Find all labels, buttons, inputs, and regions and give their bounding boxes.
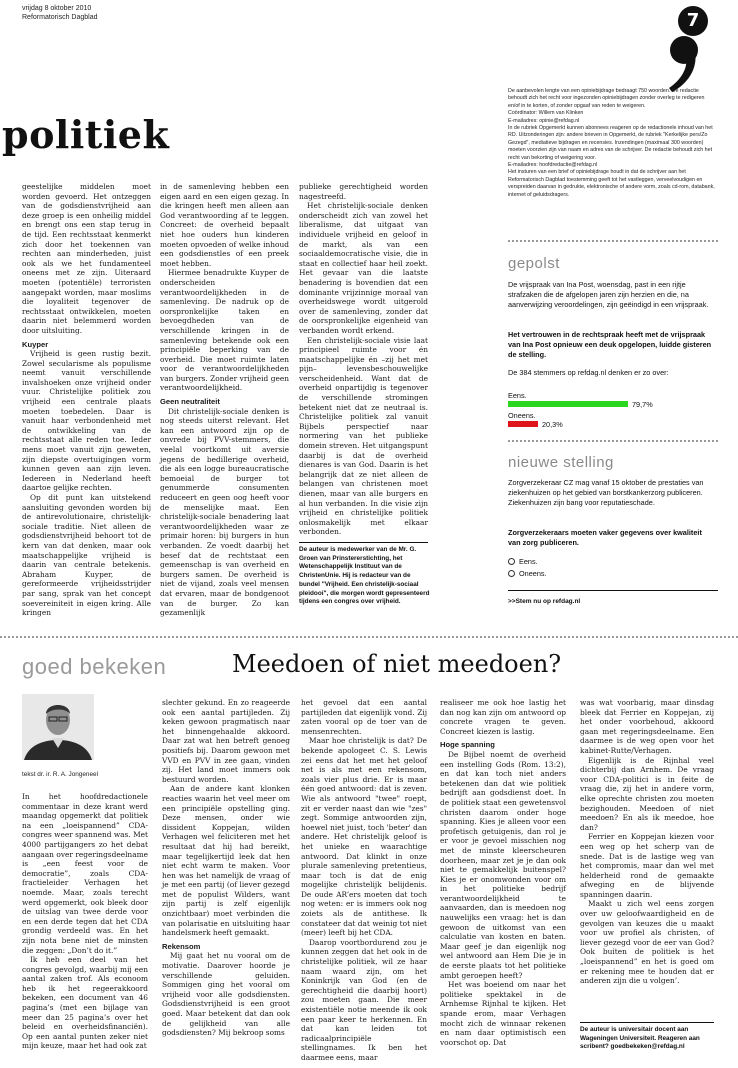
- poll-result-label: Eens.: [508, 391, 527, 400]
- bio-divider: [299, 542, 428, 543]
- radio-circle-icon[interactable]: [508, 570, 515, 577]
- author-portrait-icon: [22, 694, 94, 760]
- paragraph: Hiermee benadrukte Kuyper de onderscheiden verantwoordelijkheden in de samenleving. De nadruk op de oorspronkelijke taken en bevoegdheden van de verschillende kringen in de samenleving betekende ook een principiële beperking van de overheid. Die moet ruimte laten voor de verantwoordelijkheden van burgers. Zonder vrijheid geen verantwoordelijkheid.: [160, 268, 289, 393]
- paragraph: Een christelijk-sociale visie laat principieel ruimte voor én maatschappelijke én –zij het met pijn– levensbeschouwelijke verscheidenheid. Want dat de overheid onpartijdig is tegenover de verschillende stromingen betekent niet dat ze neutraal is. Christelijke politiek zal vanuit Bijbels perspectief naar normering van het publieke domein streven. Het uitgangspunt daarbij is dat de overheid dienares is van God. Daarin is het belangrijk dat ze niet alleen de belangen van christenen moet dienen, maar van alle burgers en al hun verbanden. In die visie zijn vrijheid en christelijke politiek onlosmakelijk met elkaar verbonden.: [299, 335, 428, 537]
- goed-bekeken-label: goed bekeken: [22, 654, 167, 679]
- paragraph: Maakt u zich wel eens zorgen over uw geloofwaardigheid en de gevolgen van keuzes die u maakt voor uw profiel als christen, of liever gezegd voor de eer van God? Ook buiten de politiek is het „loeispannend” en het is goed om er rekening mee te houden dat er anderen zijn die u volgen’.: [580, 899, 714, 986]
- article-column-1: [22, 182, 151, 618]
- poll-option-agree[interactable]: Eens.: [508, 557, 538, 566]
- poll-result-value: 79,7%: [632, 400, 653, 409]
- paragraph: slechter gekund. En zo reageerde ook een aantal partijleden. Zij keken gewoon pragmatisch naar het binnengehaalde akkoord. Daar zat wat hen betreft genoeg positiefs bij. Daarom gewoon met VVD en PVV in zee gaan, vinden zij. Het land moet immers ook bestuurd worden.: [162, 698, 290, 784]
- paragraph: Eigenlijk is de Rijnhal veel dichterbij dan Arnhem. De vraag voor CDA-politici is in feite de vraag die, zij het in andere vorm, elke oprechte christen zou moeten bezighouden. Meedoen of niet meedoen? En als ik meedoe, hoe dan?: [580, 755, 714, 832]
- comma-icon: [664, 34, 702, 94]
- author-bio: De auteur is medewerker van de Mr. G. Groen van Prinstererstichting, het Wetenschappelijk Instituut van de ChristenUnie. Hij is redacteur van de bundel "Vrijheid. Een christelijk-sociaal pleidooi", die morgen wordt gepresenteerd tijdens een congres over vrijheid.: [299, 546, 430, 606]
- subheading: Hoge spanning: [440, 740, 495, 750]
- new-poll-statement: Zorgverzekeraars moeten vaker gegevens over kwaliteit van zorg publiceren.: [508, 528, 702, 547]
- divider: [508, 590, 718, 591]
- page-number: 7: [678, 6, 708, 36]
- article-column-2: [162, 698, 290, 1062]
- divider: [508, 440, 718, 442]
- divider: [508, 240, 718, 242]
- paragraph: het gevoel dat een aantal partijleden dat eigenlijk vond. Zij zaten vooral op de toer van de mensenrechten.: [301, 698, 427, 736]
- subheading: Geen neutraliteit: [160, 397, 220, 407]
- paragraph: Aan de andere kant klonken reacties waarin het veel meer om een principiële opstelling ging. Deze mensen, onder wie dissident Koppejan, wilden Verhagen wel feliciteren met het resultaat dat hij had bereikt, maar tegelijkertijd leek dat hen niet echt warm te maken. Voor hen was het namelijk de vraag of je met een partij (of liever gezegd met de populist Wilders, want zijn partij is zelf eigenlijk onzichtbaar) moet verbinden die van polarisatie en uitsluiting haar handelsmerk heeft gemaakt.: [162, 784, 290, 938]
- submission-rules: De aanbevolen lengte van een opiniebijdrage bedraagt 750 woorden. De redactie behoudt zich het recht voor ingezonden opiniebijdragen zonder overleg te redigeren en/of in te korten, of zonder opgaaf van reden te weigeren. Coördinator: Willem van Klinken E-mailadres: opinie@refdag.nl In de rubriek Opgemerkt kunnen abonnees reageren op de redactionele inhoud van het RD. Uitzonderingen zijn: andere brieven in Opgemerkt, de rubriek "Kerkelijke pers/Zo Gezegd", mediatieve bijdragen en recensies. Inzendingen (maximaal 300 woorden) moeten voorzien zijn van naam en adres van de schrijver. De redactie behoudt zich het recht van bekorting of weigering voor. E-mailadres: hoofdredactie@refdag.nl Het insturen van een brief of opiniebijdrage houdt in dat de schrijver aan het Reformatorisch Dagblad toestemming geeft tot het vastleggen, verveelvoudigen en verspreiden daarvan in gedrukte, elektronische of andere vorm, zoals cd-rom, databank, internet of geluidsdragers.: [508, 88, 715, 198]
- section-title: politiek: [2, 112, 170, 157]
- author-caption: tekst dr. ir. R. A. Jongeneel: [22, 771, 99, 778]
- poll-option-disagree[interactable]: Oneens.: [508, 569, 547, 578]
- article-column-4: [440, 698, 566, 1062]
- paragraph: Mij gaat het nu vooral om de motivatie. Daarover hoorde je verschillende geluiden. Sommigen ging het vooral om vrijheid voor alle godsdiensten. Godsdienstvrijheid is een groot goed. Maar betekent dat dan ook de gelijkheid van alle godsdiensten? Mij bekroop soms: [162, 951, 290, 1038]
- poll-result-label: Oneens.: [508, 411, 536, 420]
- bio-divider: [580, 1022, 714, 1023]
- paragraph: Ik heb een deel van het congres gevolgd, waarbij mij een aantal zaken trof. Als econoom heb ik het regeerakkoord bekeken, een document van 46 pagina’s (met een bijlage van meer dan 25 pagina’s over het beleid en overheidsfinanciën). Op een aantal punten zeker niet mijn keuze, maar het had ook zat: [22, 955, 148, 1051]
- paragraph: Het was boeiend om naar het politieke spektakel in de Arnhemse Rijnhal te kijken. Het spande erom, maar Verhagen mocht zich de winnaar rekenen en nam daar optimistisch een voorschot op. Dat: [440, 980, 566, 1047]
- paragraph: Het christelijk-sociale denken onderscheidt zich van zowel het liberalisme, dat uitgaat van individuele vrijheid en geloof in de markt, als van een sociaaldemocratische visie, die in staat en collectief haar heil zoekt. Het gevaar van die laatste benadering is bovendien dat een dominante vrijzinnige moraal van overheidswege wordt uitgerold over de samenleving, zonder dat de oorspronkelijke eigenheid van verbanden wordt erkend.: [299, 201, 428, 335]
- paragraph: Dit christelijk-sociale denken is nog steeds uiterst relevant. Het kan een antwoord zijn op de onvrede bij PVV-stemmers, die veelal voortkomt uit aversie jegens de bedillerige overheid, die als een logge bureaucratische bemoeial de burger tot genummerde consumenten reduceert en geen oog heeft voor de menselijke maat. Een christelijk-sociale benadering laat verantwoordelijkheden waar ze primair horen: bij burgers in hun verbanden. Ze voedt daarbij het besef dat de rechtstaat een gemeenschap is van overheid en burgers samen. De overheid is niet de vijand, zoals veel mensen dat ervaren, maar de bondgenoot van de burger. Zo kan gezamenlijk: [160, 406, 289, 618]
- new-poll-intro: Zorgverzekeraar CZ mag vanaf 15 oktober de prestaties van ziekenhuizen op het gebied van borstkankerzorg publiceren. Ziekenhuizen zijn bang voor reputatieschade.: [508, 478, 704, 507]
- radio-circle-icon[interactable]: [508, 558, 515, 565]
- poll-heading: gepolst: [508, 255, 560, 272]
- article-title: Meedoen of niet meedoen?: [232, 650, 562, 678]
- paragraph: Daarop voortbordurend zou je kunnen zeggen dat het ook in de christelijke politiek, wil ze haar naam waard zijn, om het Koninkrijk van God (en de gerechtigheid die daarbij hoort) zou moeten gaan. Die meer existentiële notie meende ik ook een paar keer te herkennen. En dat kan leiden tot radicaalprincipiële stellingnames. Ik ben het daarmee eens, maar: [301, 937, 427, 1062]
- article-column-3: [301, 698, 427, 1062]
- paragraph: Vrijheid is geen rustig bezit. Zowel secularisme als populisme neemt vanuit verschillende invalshoeken onze vrijheid onder vuur. Christelijke politiek zou vrijheid een centrale plaats moeten toebedelen. Daar is vanuit haar verbondenheid met de ontwikkeling van de rechtsstaat alle reden toe. Ieder mens moet vanuit zijn geweten, zijn diepste overtuigingen vorm kunnen geven aan zijn leven. Iedereen in Nederland heeft daartoe gelijke rechten.: [22, 349, 151, 493]
- paragraph: in de samenleving hebben een eigen aard en een eigen gezag. In die kringen heeft men alleen aan God verantwoording af te leggen. Concreet: de overheid bepaalt niet hoe ouders hun kinderen moeten opvoeden of welke inhoud een godsdienstles of een preek moet hebben.: [160, 182, 289, 268]
- poll-summary: De 384 stemmers op refdag.nl denken er zo over:: [508, 368, 669, 377]
- poll-result-bar: [508, 401, 628, 407]
- paragraph: Maar hoe christelijk is dat? De bekende apologeet C. S. Lewis zei eens dat het met het geloof net is als met een rekensom, zoals vier plus drie. Er is maar één goed antwoord: dat is zeven. Wie als antwoord "twee" roept, zit er verder naast dan wie "zes" zegt. Sommige antwoorden zijn, hoewel niet juist, toch 'beter' dan andere. Het christelijk geloof is het unieke en waarachtige antwoord. Dat klinkt in onze plurale samenleving pretentieus, maar toch is dat de enig mogelijke christelijk belijdenis. De oude AR’ers moeten dat toch nog weten: er is immers ook nog zoiets als de antithese. Ik constateer dat dat weinig tot niet (meer) leeft bij het CDA.: [301, 736, 427, 938]
- paragraph: realiseer me ook hoe lastig het dan nog kan zijn om antwoord op concrete vragen te geven. Concreet kiezen is lastig.: [440, 698, 566, 736]
- poll-intro: De vrijspraak van Ina Post, woensdag, past in een rijtje strafzaken die de afgelopen jaren zijn herzien en die, na aanverwijzing veroordelingen, zijn geëindigd in een vrijspraak.: [508, 280, 709, 309]
- masthead: [22, 4, 97, 22]
- paragraph: De Bijbel noemt de overheid een instelling Gods (Rom. 13:2), en dat kan toch niet anders betekenen dan dat wie politiek bedrijft aan godsdienst doet. In de politiek staat een gewetensvol christen daarom onder hoge spanning. Kies je alleen voor een profetisch getuigenis, dan rol je er voor je gevoel misschien nog met de minste kleerscheuren doorheen, maar zet je je dan ook niet te gemakkelijk buitenspel? Kies je er onomwonden voor om in het politieke bedrijf verantwoordelijkheid te aanvaarden, dan is meedoen nog nauwelijks een vraag: het is dan gewoon de uitkomst van een calculatie van kosten en baten. Maar geef je dan eigenlijk nog wel antwoord aan Hem Die je in de eerste plaats tot het politieke ambt geroepen heeft?: [440, 749, 566, 980]
- author-bio: De auteur is universitair docent aan Wageningen Universiteit. Reageren aan scribent? goedbekeken@refdag.nl: [580, 1026, 700, 1051]
- poll-question: Het vertrouwen in de rechtspraak heeft met de vrijspraak van Ina Post opnieuw een deuk opgelopen, luidde gisteren de stelling.: [508, 330, 712, 359]
- paragraph: was wat voorbarig, maar dinsdag bleek dat Ferrier en Koppejan, zij het onder voorbehoud, akkoord gaan met regeringsdeelname. Een daarmee is de weg open voor het kabinet-Rutte/Verhagen.: [580, 698, 714, 755]
- masthead-date: vrijdag 8 oktober 2010: [22, 5, 92, 12]
- subheading: Rekensom: [162, 941, 201, 951]
- vote-link[interactable]: >>Stem nu op refdag.nl: [508, 598, 581, 605]
- paragraph: In het hoofdredactionele commentaar in deze krant werd maandag opgemerkt dat politiek na een „loeispannend” CDA-congres weer spannend was. Met 4000 partijgangers zo het debat aangaan over regeringsdeelname is „een feest voor de democratie”, zoals CDA-fractieleider Verhagen het noemde. Maar, zoals terecht werd opgemerkt, ook bleek door de uitslag van twee derde voor en een derde tegen dat het CDA grondig verdeeld was. En het zijn nota bene niet de minsten die zeggen: „Don’t do it.”: [22, 792, 148, 955]
- author-photo: [22, 694, 94, 760]
- article-column-2: [160, 182, 289, 618]
- subheading: Kuyper: [22, 339, 49, 349]
- poll-result-bar: [508, 421, 538, 427]
- section-divider: [0, 636, 738, 638]
- poll-result-value: 20,3%: [542, 420, 563, 429]
- masthead-paper: Reformatorisch Dagblad: [22, 14, 98, 21]
- article-column-1: [22, 792, 148, 1062]
- article-column-5: [580, 698, 714, 1018]
- paragraph: Op dit punt kan uitstekend aansluiting gevonden worden bij de antirevolutionaire, christelijk-sociale traditie. Niet alleen de godsdienstvrijheid behoort tot de kern van dat denken, maar ook maatschappelijke vrijheid is daarin van centrale betekenis. Abraham Kuyper, de gereformeerde vrijheidsstrijder par sang, sprak van het concept soevereiniteit in eigen kring. Alle kringen: [22, 493, 151, 618]
- article-column-3: [299, 182, 428, 536]
- paragraph: Ferrier en Koppejan kiezen voor een weg op het scherp van de snede. Dat is de lastige weg van het compromis, maar dan wel met helderheid rond de gemaakte afweging en de blijvende spanningen daarin.: [580, 832, 714, 899]
- paragraph: publieke gerechtigheid worden nagestreefd.: [299, 182, 428, 201]
- new-poll-heading: nieuwe stelling: [508, 454, 614, 471]
- paragraph: geestelijke middelen moet worden gevoerd. Het ontzeggen van de godsdienstvrijheid aan deze groep is een onheilig middel en brengt ons een stap terug in de tijd. Een rechtsstaat kenmerkt zich door het toekennen van rechten aan minderheden, juist ook als we het fundamenteel oneens met ze zijn. Uiteraard moeten (potentiële) terroristen aangepakt worden, maar moslims die loyaliteit tegenover de rechtsstaat ontwikkelen, moeten daarin niet belemmerd worden door uitsluiting.: [22, 182, 151, 335]
